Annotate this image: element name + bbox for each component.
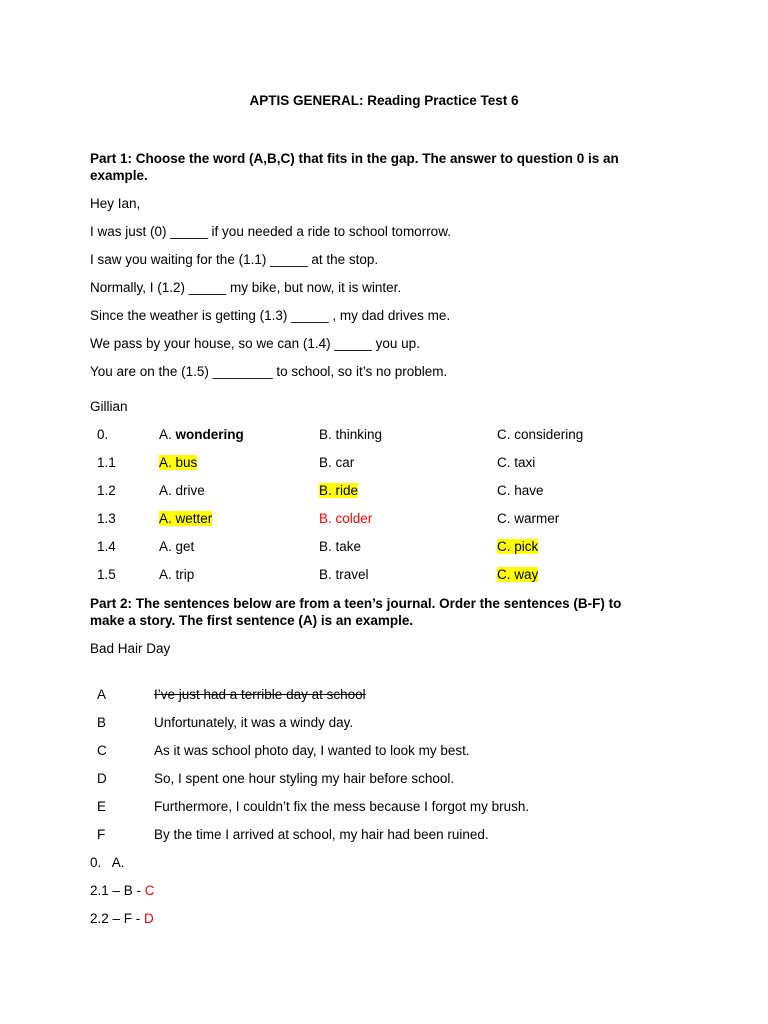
story-title: Bad Hair Day (90, 641, 171, 656)
letter-line-5: We pass by your house, so we can (1.4) _____ you up. (90, 336, 420, 351)
option-a-answer: A. bus (159, 455, 198, 470)
option-row-number: 1.2 (97, 483, 116, 498)
sentence-letter: B (97, 715, 107, 730)
sentence-letter: A (97, 687, 107, 702)
option-c: C. have (497, 483, 544, 498)
letter-line-2: I saw you waiting for the (1.1) _____ at the stop. (90, 252, 379, 267)
sentence-text: Furthermore, I couldn’t fix the mess because I forgot my brush. (154, 799, 530, 814)
sentence-letter: D (97, 771, 107, 786)
letter-greeting: Hey Ian, (90, 196, 141, 211)
letter-line-6: You are on the (1.5) ________ to school, so it’s no problem. (90, 364, 448, 379)
option-b: B. thinking (319, 427, 383, 442)
option-c: C. warmer (497, 511, 560, 526)
answer-line: 0. A. (90, 855, 125, 870)
option-a-answer: A. wetter (159, 511, 213, 526)
option-a: A. trip (159, 567, 195, 582)
sentence-letter: C (97, 743, 107, 758)
letter-line-4: Since the weather is getting (1.3) _____ , my dad drives me. (90, 308, 451, 323)
answer-line: 2.2 – F - D (90, 911, 154, 926)
option-b: B. car (319, 455, 355, 470)
letter-signoff: Gillian (90, 399, 128, 414)
option-c-answer: C. pick (497, 539, 539, 554)
sentence-text: As it was school photo day, I wanted to look my best. (154, 743, 470, 758)
letter-line-1: I was just (0) _____ if you needed a ride to school tomorrow. (90, 224, 451, 239)
option-b-incorrect: B. colder (319, 511, 373, 526)
option-b-answer: B. ride (319, 483, 359, 498)
option-a: A. get (159, 539, 195, 554)
page-title: APTIS GENERAL: Reading Practice Test 6 (249, 93, 519, 108)
option-b: B. travel (319, 567, 369, 582)
answer-correction: D (144, 911, 154, 926)
option-c: C. considering (497, 427, 584, 442)
option-c: C. taxi (497, 455, 536, 470)
part1-instruction: Part 1: Choose the word (A,B,C) that fits in the gap. The answer to question 0 is an example. (90, 151, 619, 183)
option-row-number: 0. (97, 427, 109, 442)
letter-line-3: Normally, I (1.2) _____ my bike, but now, it is winter. (90, 280, 402, 295)
option-row-number: 1.4 (97, 539, 116, 554)
sentence-text: By the time I arrived at school, my hair had been ruined. (154, 827, 489, 842)
sentence-letter: F (97, 827, 106, 842)
sentence-text: Unfortunately, it was a windy day. (154, 715, 354, 730)
option-a: A. drive (159, 483, 205, 498)
option-row-number: 1.3 (97, 511, 116, 526)
option-b: B. take (319, 539, 362, 554)
option-row-number: 1.5 (97, 567, 116, 582)
answer-correction: C (144, 883, 155, 898)
answer-line: 2.1 – B - C (90, 883, 155, 898)
option-row-number: 1.1 (97, 455, 116, 470)
option-c-answer: C. way (497, 567, 539, 582)
sentence-example: I’ve just had a terrible day at school (154, 687, 366, 702)
sentence-letter: E (97, 799, 107, 814)
sentence-text: So, I spent one hour styling my hair before school. (154, 771, 455, 786)
option-a: A. wondering (159, 427, 244, 442)
part2-instruction: Part 2: The sentences below are from a teen’s journal. Order the sentences (B-F) to make a story. The first sentence (A) is an example. (90, 596, 622, 628)
